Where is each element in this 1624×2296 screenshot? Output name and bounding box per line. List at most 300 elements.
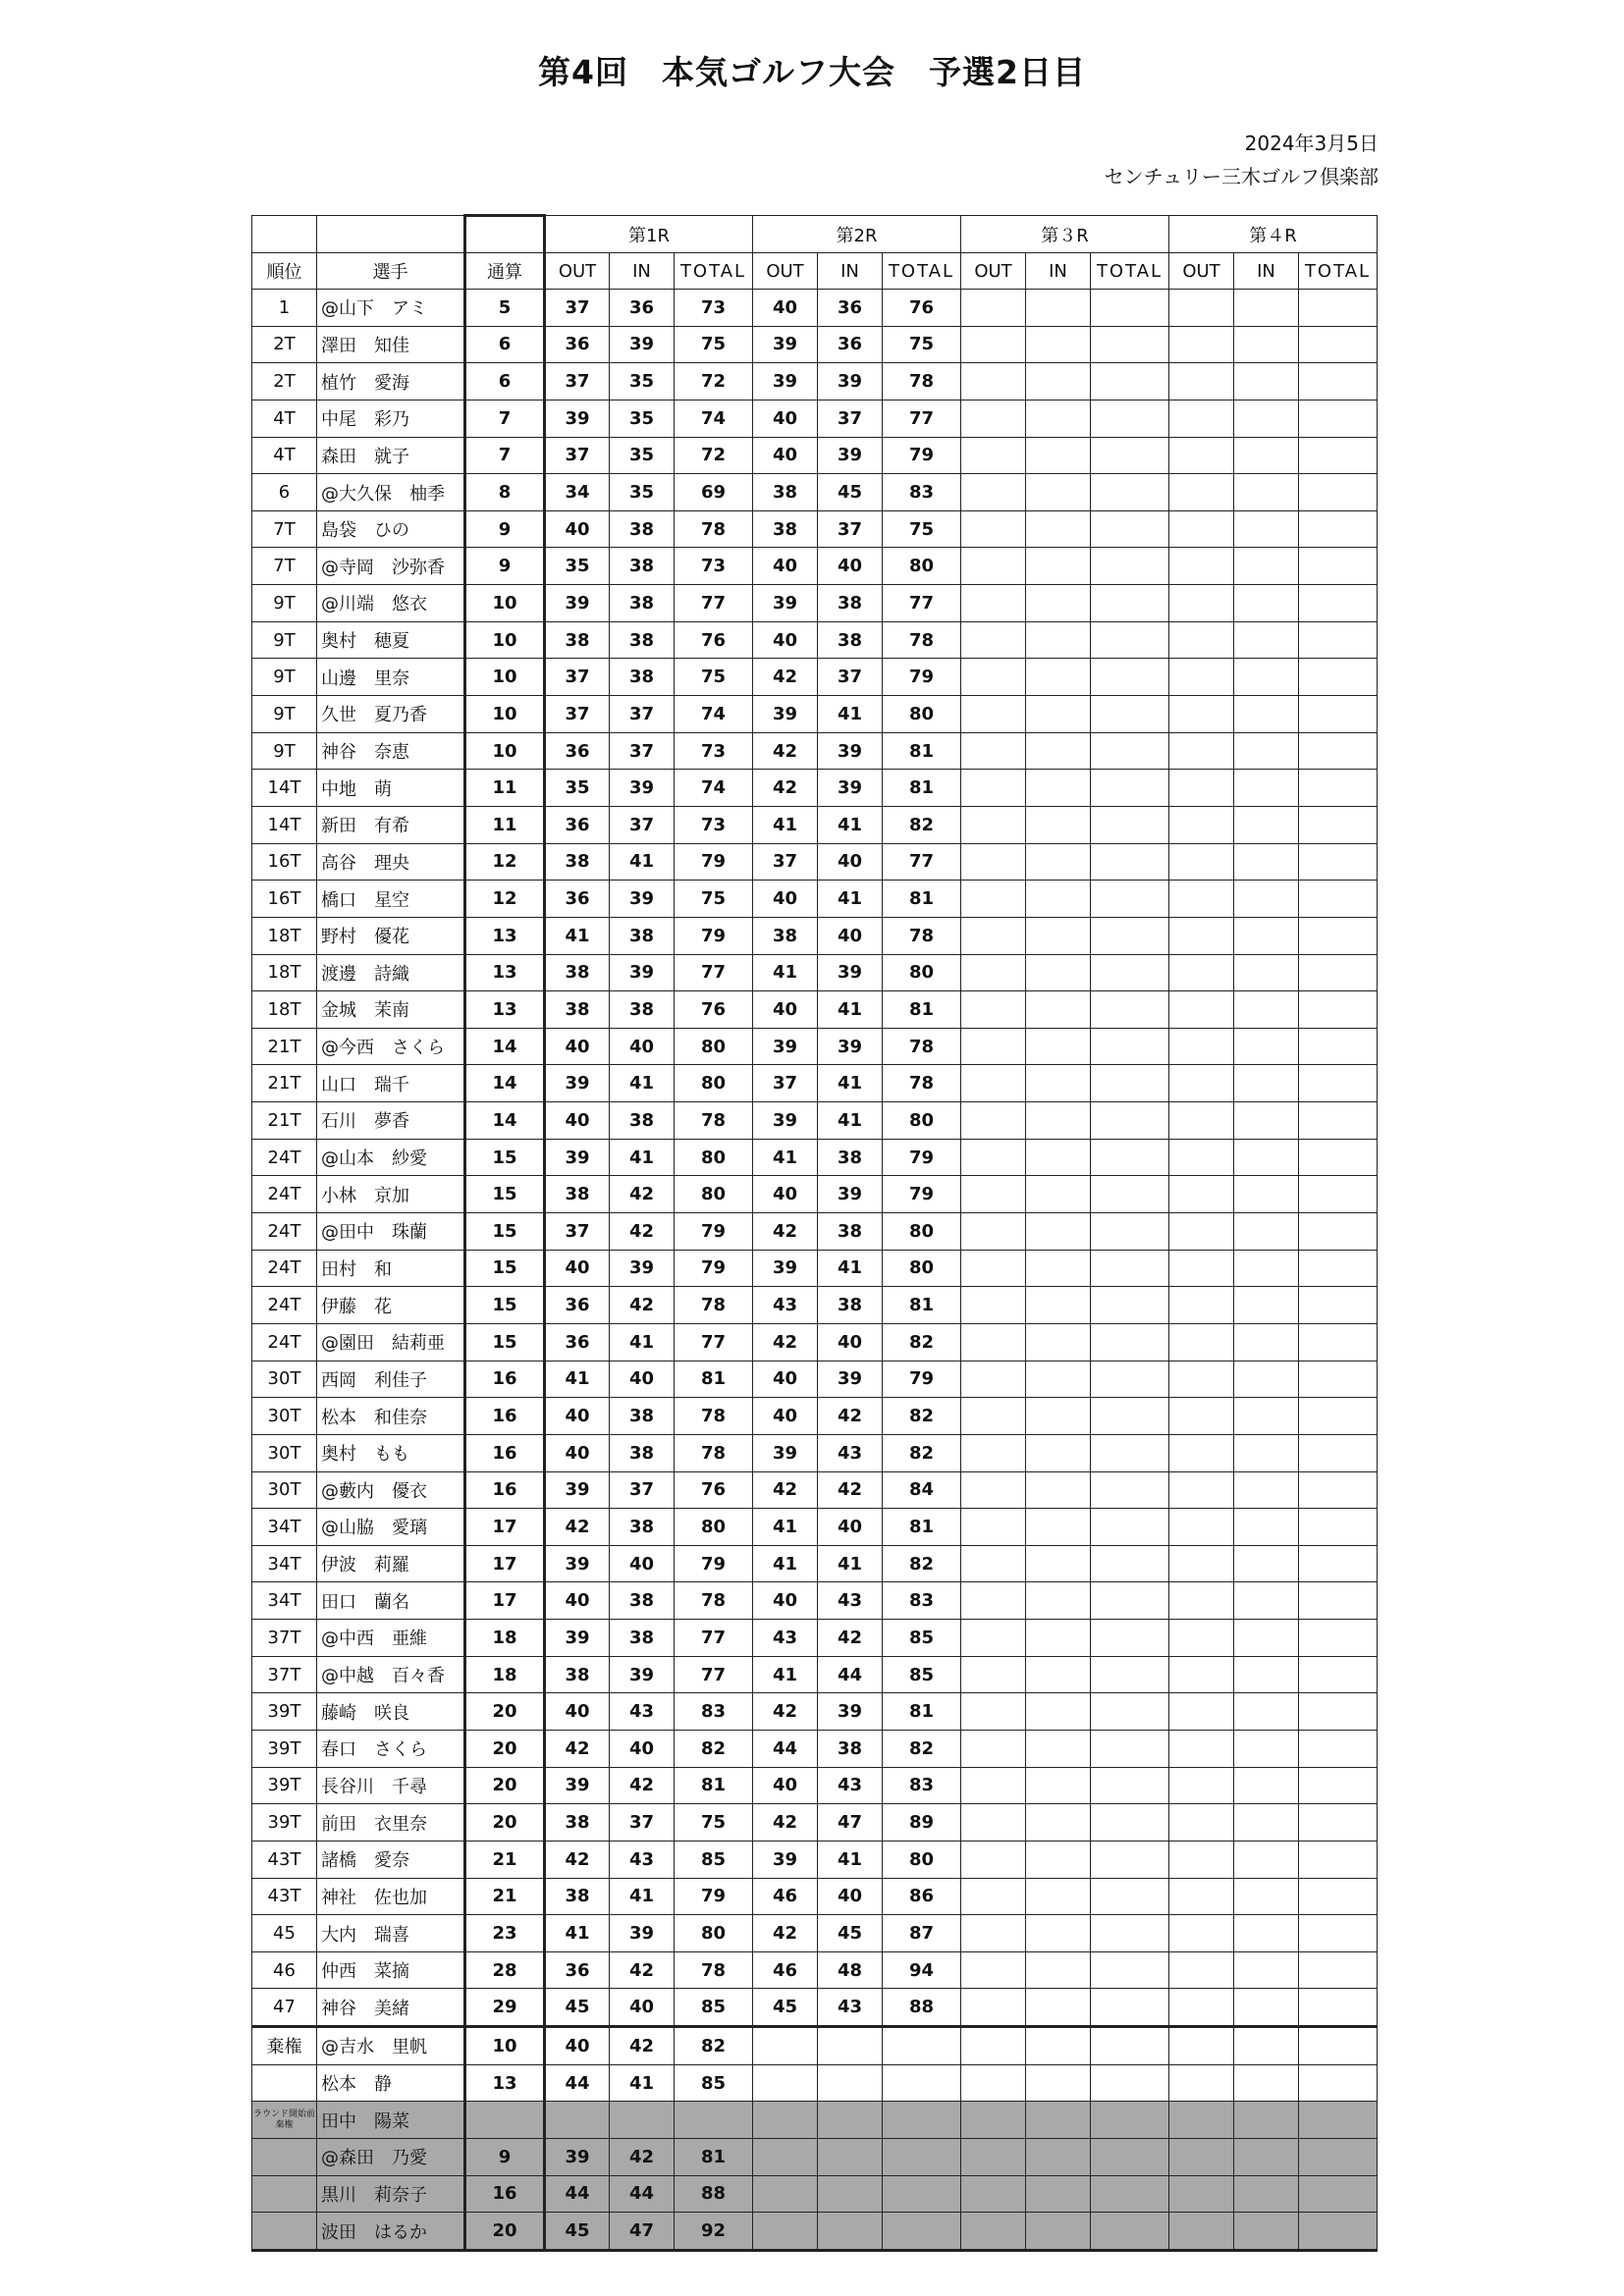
r4-total-cell	[1299, 1471, 1378, 1509]
table-row	[252, 1287, 1378, 1324]
r4-total-cell	[1299, 770, 1378, 807]
rank-cell: 6	[252, 474, 317, 511]
r1-in-cell: 40	[610, 1545, 675, 1582]
r2-in-cell	[818, 2027, 883, 2065]
table-row	[252, 2139, 1378, 2176]
r2-out-cell	[753, 2064, 818, 2102]
r4-out-cell	[1169, 1841, 1234, 1878]
r2-in-cell: 36	[818, 290, 883, 327]
rank-cell: 14T	[252, 770, 317, 807]
cumulative-total-cell: 28	[465, 1951, 545, 1989]
r2-total-cell: 81	[883, 732, 961, 770]
r4-out-cell	[1169, 510, 1234, 548]
r1-total-cell: 80	[675, 1028, 753, 1065]
r2-total-cell: 75	[883, 510, 961, 548]
r1-out-cell: 36	[545, 1951, 610, 1989]
r3-total-cell	[1091, 1323, 1169, 1361]
r1-in-cell: 41	[610, 1878, 675, 1915]
r4-total-cell	[1299, 2064, 1378, 2102]
r2-in-cell: 45	[818, 474, 883, 511]
r3-in-cell	[1026, 474, 1091, 511]
r2-total-cell: 79	[883, 437, 961, 474]
r4-in-cell	[1234, 1545, 1299, 1582]
table-row	[252, 400, 1378, 437]
r1-total-cell: 80	[675, 1139, 753, 1176]
r3-total-cell	[1091, 1139, 1169, 1176]
rank-cell	[252, 2213, 317, 2251]
r4-total-cell	[1299, 1065, 1378, 1102]
r4-in-cell	[1234, 1841, 1299, 1878]
r4-total-cell	[1299, 1951, 1378, 1989]
r4-total-cell	[1299, 363, 1378, 400]
r1-total-cell: 76	[675, 991, 753, 1029]
r2-in-cell: 41	[818, 1250, 883, 1287]
r4-total-cell	[1299, 1693, 1378, 1731]
player-name-cell: 中地 萌	[317, 770, 465, 807]
table-row	[252, 1509, 1378, 1546]
r3-total-cell	[1091, 548, 1169, 585]
r2-in-cell: 39	[818, 1176, 883, 1213]
r3-out-cell	[961, 1176, 1026, 1213]
event-date: 2024年3月5日	[1244, 132, 1379, 155]
r2-out-cell: 40	[753, 881, 818, 918]
cumulative-total-cell: 10	[465, 621, 545, 659]
cumulative-total-cell: 13	[465, 991, 545, 1029]
r1-in-cell: 39	[610, 954, 675, 991]
rank-cell: 18T	[252, 917, 317, 954]
r4-out-cell	[1169, 1509, 1234, 1546]
r3-out-cell	[961, 1730, 1026, 1767]
r1-total-cell: 78	[675, 1434, 753, 1471]
r3-in-cell	[1026, 1620, 1091, 1657]
r4-in-cell	[1234, 2027, 1299, 2065]
r3-in-cell	[1026, 1730, 1091, 1767]
r4-out-cell	[1169, 954, 1234, 991]
r4-total-cell	[1299, 1102, 1378, 1140]
r2-out-cell: 42	[753, 1915, 818, 1952]
r4-total-cell	[1299, 732, 1378, 770]
r3-total-cell	[1091, 843, 1169, 881]
r3-out-cell	[961, 1915, 1026, 1952]
rank-cell: 34T	[252, 1582, 317, 1620]
r1-in-cell: 41	[610, 1139, 675, 1176]
r3-total-cell	[1091, 400, 1169, 437]
rank-cell: 47	[252, 1989, 317, 2027]
r1-in-cell: 37	[610, 1804, 675, 1842]
r2-out-cell: 42	[753, 1323, 818, 1361]
rank-cell: 45	[252, 1915, 317, 1952]
r4-in-cell	[1234, 1323, 1299, 1361]
r4-total-cell	[1299, 1434, 1378, 1471]
rank-cell: 37T	[252, 1620, 317, 1657]
r2-in-cell: 36	[818, 326, 883, 363]
r3-total-cell	[1091, 1582, 1169, 1620]
r1-out-cell: 40	[545, 2027, 610, 2065]
r4-in-cell	[1234, 1730, 1299, 1767]
r2-in-cell: 44	[818, 1656, 883, 1693]
r1-total-cell: 77	[675, 1656, 753, 1693]
r1-out-cell: 37	[545, 1213, 610, 1251]
r2-in-cell: 41	[818, 881, 883, 918]
r4-in-cell	[1234, 1213, 1299, 1251]
r4-out-cell	[1169, 548, 1234, 585]
r4-total-cell	[1299, 1323, 1378, 1361]
r2-in-cell: 38	[818, 621, 883, 659]
r3-out-cell	[961, 1582, 1026, 1620]
r3-in-cell	[1026, 881, 1091, 918]
player-name-cell: @田中 珠蘭	[317, 1213, 465, 1251]
table-row	[252, 1102, 1378, 1140]
r4-in-cell	[1234, 290, 1299, 327]
r4-total-cell	[1299, 1176, 1378, 1213]
r1-in-cell: 35	[610, 437, 675, 474]
r3-in-cell	[1026, 437, 1091, 474]
r1-out-cell: 41	[545, 917, 610, 954]
r2-in-cell	[818, 2175, 883, 2213]
r1-in-cell: 40	[610, 1361, 675, 1398]
r1-in-cell: 40	[610, 1989, 675, 2027]
rank-cell: ラウンド開始前棄権	[252, 2102, 317, 2139]
r1-out-cell: 38	[545, 1176, 610, 1213]
r1-total-cell: 82	[675, 2027, 753, 2065]
r1-total-cell: 78	[675, 510, 753, 548]
r2-in-cell	[818, 2102, 883, 2139]
r4-out-cell	[1169, 326, 1234, 363]
r1-total-cell: 78	[675, 1102, 753, 1140]
r4-total-cell	[1299, 843, 1378, 881]
r4-in-cell	[1234, 1989, 1299, 2027]
cumulative-total-cell: 10	[465, 659, 545, 696]
r3-in-cell	[1026, 1951, 1091, 1989]
r3-out-cell	[961, 1989, 1026, 2027]
r1-total-cell: 69	[675, 474, 753, 511]
r4-in-cell	[1234, 1767, 1299, 1804]
r3-in-cell	[1026, 1915, 1091, 1952]
r2-in-cell: 42	[818, 1398, 883, 1435]
r1-total-cell: 72	[675, 437, 753, 474]
rank-cell: 34T	[252, 1509, 317, 1546]
r1-out-cell: 39	[545, 400, 610, 437]
player-name-cell: @今西 さくら	[317, 1028, 465, 1065]
table-row	[252, 510, 1378, 548]
r4-in-cell	[1234, 510, 1299, 548]
rank-cell: 4T	[252, 437, 317, 474]
r2-in-cell: 40	[818, 843, 883, 881]
r4-in-cell	[1234, 1398, 1299, 1435]
r4-out-cell	[1169, 2064, 1234, 2102]
r3-total-cell	[1091, 1915, 1169, 1952]
r4-in-cell	[1234, 1804, 1299, 1842]
r4-total-cell	[1299, 1878, 1378, 1915]
rank-cell: 43T	[252, 1878, 317, 1915]
r4-out-cell	[1169, 2213, 1234, 2251]
rank-cell: 43T	[252, 1841, 317, 1878]
r4-in-cell	[1234, 1509, 1299, 1546]
r3-out-cell	[961, 2139, 1026, 2176]
r1-out-cell: 36	[545, 1323, 610, 1361]
r2-out-cell: 42	[753, 1471, 818, 1509]
cumulative-total-cell: 17	[465, 1545, 545, 1582]
r4-total-cell	[1299, 548, 1378, 585]
rank-cell: 39T	[252, 1693, 317, 1731]
r2-out-cell: 40	[753, 548, 818, 585]
table-row	[252, 1471, 1378, 1509]
r1-in-cell: 39	[610, 326, 675, 363]
player-name-cell: 伊波 莉羅	[317, 1545, 465, 1582]
cumulative-total-cell: 16	[465, 2175, 545, 2213]
r2-out-cell	[753, 2139, 818, 2176]
r4-total-cell	[1299, 1509, 1378, 1546]
r1-in-cell: 36	[610, 290, 675, 327]
r3-out-cell	[961, 1693, 1026, 1731]
rank-cell: 2T	[252, 326, 317, 363]
r3-total-cell	[1091, 621, 1169, 659]
table-row	[252, 696, 1378, 733]
rank-cell: 24T	[252, 1213, 317, 1251]
r2-in-cell: 39	[818, 437, 883, 474]
cumulative-total-cell: 20	[465, 1730, 545, 1767]
table-row	[252, 2102, 1378, 2139]
cumulative-total-cell: 11	[465, 770, 545, 807]
r1-total-cell: 80	[675, 1509, 753, 1546]
table-row	[252, 1989, 1378, 2027]
r4-total-cell	[1299, 1028, 1378, 1065]
r3-in-cell	[1026, 363, 1091, 400]
r1-out-cell: 39	[545, 585, 610, 622]
header-blank	[252, 216, 317, 253]
player-name-cell: @吉水 里帆	[317, 2027, 465, 2065]
cumulative-total-cell: 15	[465, 1176, 545, 1213]
r1-out-cell: 38	[545, 1878, 610, 1915]
r3-out-cell	[961, 2027, 1026, 2065]
player-name-cell: 神谷 奈恵	[317, 732, 465, 770]
r1-total-cell: 75	[675, 1804, 753, 1842]
header-out: OUT	[961, 253, 1026, 290]
r3-in-cell	[1026, 1582, 1091, 1620]
r3-in-cell	[1026, 1656, 1091, 1693]
r3-in-cell	[1026, 770, 1091, 807]
r3-total-cell	[1091, 881, 1169, 918]
r2-in-cell: 42	[818, 1471, 883, 1509]
header-blank	[317, 216, 465, 253]
rank-cell: 39T	[252, 1730, 317, 1767]
r4-out-cell	[1169, 1287, 1234, 1324]
r2-out-cell: 41	[753, 1139, 818, 1176]
r2-total-cell: 80	[883, 1102, 961, 1140]
r4-out-cell	[1169, 2102, 1234, 2139]
rank-cell: 9T	[252, 659, 317, 696]
r1-out-cell: 39	[545, 1471, 610, 1509]
rank-cell: 30T	[252, 1471, 317, 1509]
r2-total-cell: 83	[883, 474, 961, 511]
r3-total-cell	[1091, 1065, 1169, 1102]
r4-out-cell	[1169, 1028, 1234, 1065]
r1-out-cell: 39	[545, 1065, 610, 1102]
r1-in-cell: 38	[610, 1434, 675, 1471]
header-blank	[465, 216, 545, 253]
player-name-cell: @山脇 愛璃	[317, 1509, 465, 1546]
r1-in-cell: 42	[610, 1176, 675, 1213]
r2-out-cell: 42	[753, 1804, 818, 1842]
r4-out-cell	[1169, 1951, 1234, 1989]
r4-in-cell	[1234, 696, 1299, 733]
r1-in-cell: 38	[610, 1620, 675, 1657]
r2-total-cell: 82	[883, 1398, 961, 1435]
r4-out-cell	[1169, 1767, 1234, 1804]
player-name-cell: 春口 さくら	[317, 1730, 465, 1767]
rank-cell: 30T	[252, 1361, 317, 1398]
r3-out-cell	[961, 696, 1026, 733]
r4-total-cell	[1299, 1620, 1378, 1657]
player-name-cell: @中西 亜維	[317, 1620, 465, 1657]
r4-out-cell	[1169, 1323, 1234, 1361]
r1-out-cell: 35	[545, 770, 610, 807]
r4-out-cell	[1169, 1656, 1234, 1693]
header-out: OUT	[545, 253, 610, 290]
r1-out-cell: 42	[545, 1509, 610, 1546]
r2-out-cell: 40	[753, 437, 818, 474]
r3-out-cell	[961, 1471, 1026, 1509]
r1-total-cell: 81	[675, 1767, 753, 1804]
rank-cell: 24T	[252, 1287, 317, 1324]
player-name-cell: 渡邊 詩織	[317, 954, 465, 991]
r3-in-cell	[1026, 2213, 1091, 2251]
r1-total-cell: 79	[675, 1545, 753, 1582]
r3-in-cell	[1026, 1878, 1091, 1915]
cumulative-total-cell: 15	[465, 1139, 545, 1176]
r1-total-cell: 78	[675, 1398, 753, 1435]
r4-in-cell	[1234, 2175, 1299, 2213]
r4-out-cell	[1169, 1471, 1234, 1509]
r1-out-cell: 36	[545, 881, 610, 918]
r3-out-cell	[961, 917, 1026, 954]
r3-total-cell	[1091, 1804, 1169, 1842]
r2-total-cell: 81	[883, 770, 961, 807]
r3-in-cell	[1026, 659, 1091, 696]
r4-in-cell	[1234, 1250, 1299, 1287]
r1-out-cell: 42	[545, 1730, 610, 1767]
r1-out-cell: 37	[545, 437, 610, 474]
r4-out-cell	[1169, 1730, 1234, 1767]
r4-in-cell	[1234, 806, 1299, 843]
r2-in-cell	[818, 2213, 883, 2251]
cumulative-total-cell: 15	[465, 1323, 545, 1361]
r1-total-cell: 77	[675, 1620, 753, 1657]
r3-out-cell	[961, 1250, 1026, 1287]
r2-out-cell	[753, 2027, 818, 2065]
r3-out-cell	[961, 732, 1026, 770]
r1-total-cell: 74	[675, 770, 753, 807]
r1-out-cell: 39	[545, 1139, 610, 1176]
r2-in-cell: 43	[818, 1434, 883, 1471]
table-row	[252, 1065, 1378, 1102]
r2-total-cell: 83	[883, 1582, 961, 1620]
header-total: 通算	[465, 253, 545, 290]
table-row	[252, 1915, 1378, 1952]
r2-total-cell: 78	[883, 917, 961, 954]
r3-in-cell	[1026, 400, 1091, 437]
r4-in-cell	[1234, 2139, 1299, 2176]
r2-total-cell: 80	[883, 1841, 961, 1878]
rank-cell: 24T	[252, 1176, 317, 1213]
r2-in-cell: 40	[818, 1878, 883, 1915]
header-in: IN	[1026, 253, 1091, 290]
r4-out-cell	[1169, 1545, 1234, 1582]
r4-in-cell	[1234, 1176, 1299, 1213]
rank-cell: 30T	[252, 1434, 317, 1471]
r2-out-cell: 40	[753, 1176, 818, 1213]
table-row	[252, 1804, 1378, 1842]
r2-total-cell: 86	[883, 1878, 961, 1915]
player-name-cell: 小林 京加	[317, 1176, 465, 1213]
rank-cell: 4T	[252, 400, 317, 437]
r3-out-cell	[961, 991, 1026, 1029]
r2-in-cell: 37	[818, 400, 883, 437]
r3-out-cell	[961, 954, 1026, 991]
r4-total-cell	[1299, 1213, 1378, 1251]
r1-total-cell: 75	[675, 659, 753, 696]
r3-in-cell	[1026, 806, 1091, 843]
player-name-cell: 橋口 星空	[317, 881, 465, 918]
r3-out-cell	[961, 770, 1026, 807]
r1-out-cell: 44	[545, 2064, 610, 2102]
cumulative-total-cell: 17	[465, 1582, 545, 1620]
r1-in-cell: 37	[610, 806, 675, 843]
r4-in-cell	[1234, 881, 1299, 918]
r1-in-cell: 37	[610, 732, 675, 770]
rank-cell: 34T	[252, 1545, 317, 1582]
rank-cell: 39T	[252, 1767, 317, 1804]
r4-total-cell	[1299, 2027, 1378, 2065]
r2-in-cell: 43	[818, 1767, 883, 1804]
r1-out-cell: 38	[545, 621, 610, 659]
r1-total-cell: 81	[675, 2139, 753, 2176]
r2-out-cell: 42	[753, 1213, 818, 1251]
r1-out-cell: 38	[545, 1804, 610, 1842]
cumulative-total-cell: 9	[465, 510, 545, 548]
header-round-total: TOTAL	[883, 253, 961, 290]
r1-in-cell: 44	[610, 2175, 675, 2213]
player-name-cell: 藤崎 咲良	[317, 1693, 465, 1731]
rank-cell: 21T	[252, 1028, 317, 1065]
r4-total-cell	[1299, 954, 1378, 991]
r2-in-cell: 41	[818, 696, 883, 733]
r1-total-cell	[675, 2102, 753, 2139]
player-name-cell: 田村 和	[317, 1250, 465, 1287]
r1-total-cell: 85	[675, 2064, 753, 2102]
cumulative-total-cell: 20	[465, 1804, 545, 1842]
player-name-cell: 野村 優花	[317, 917, 465, 954]
r2-total-cell: 80	[883, 954, 961, 991]
cumulative-total-cell: 12	[465, 881, 545, 918]
rank-cell: 9T	[252, 585, 317, 622]
r2-out-cell: 39	[753, 1841, 818, 1878]
player-name-cell: 黒川 莉奈子	[317, 2175, 465, 2213]
r3-total-cell	[1091, 2175, 1169, 2213]
r3-total-cell	[1091, 1767, 1169, 1804]
r1-in-cell: 38	[610, 1398, 675, 1435]
header-in: IN	[610, 253, 675, 290]
r4-in-cell	[1234, 1065, 1299, 1102]
r2-in-cell: 48	[818, 1951, 883, 1989]
r4-total-cell	[1299, 1582, 1378, 1620]
table-row	[252, 1323, 1378, 1361]
r1-in-cell: 38	[610, 1582, 675, 1620]
r2-in-cell: 40	[818, 917, 883, 954]
r3-total-cell	[1091, 1545, 1169, 1582]
r1-in-cell: 42	[610, 1767, 675, 1804]
player-name-cell: 神社 佐也加	[317, 1878, 465, 1915]
